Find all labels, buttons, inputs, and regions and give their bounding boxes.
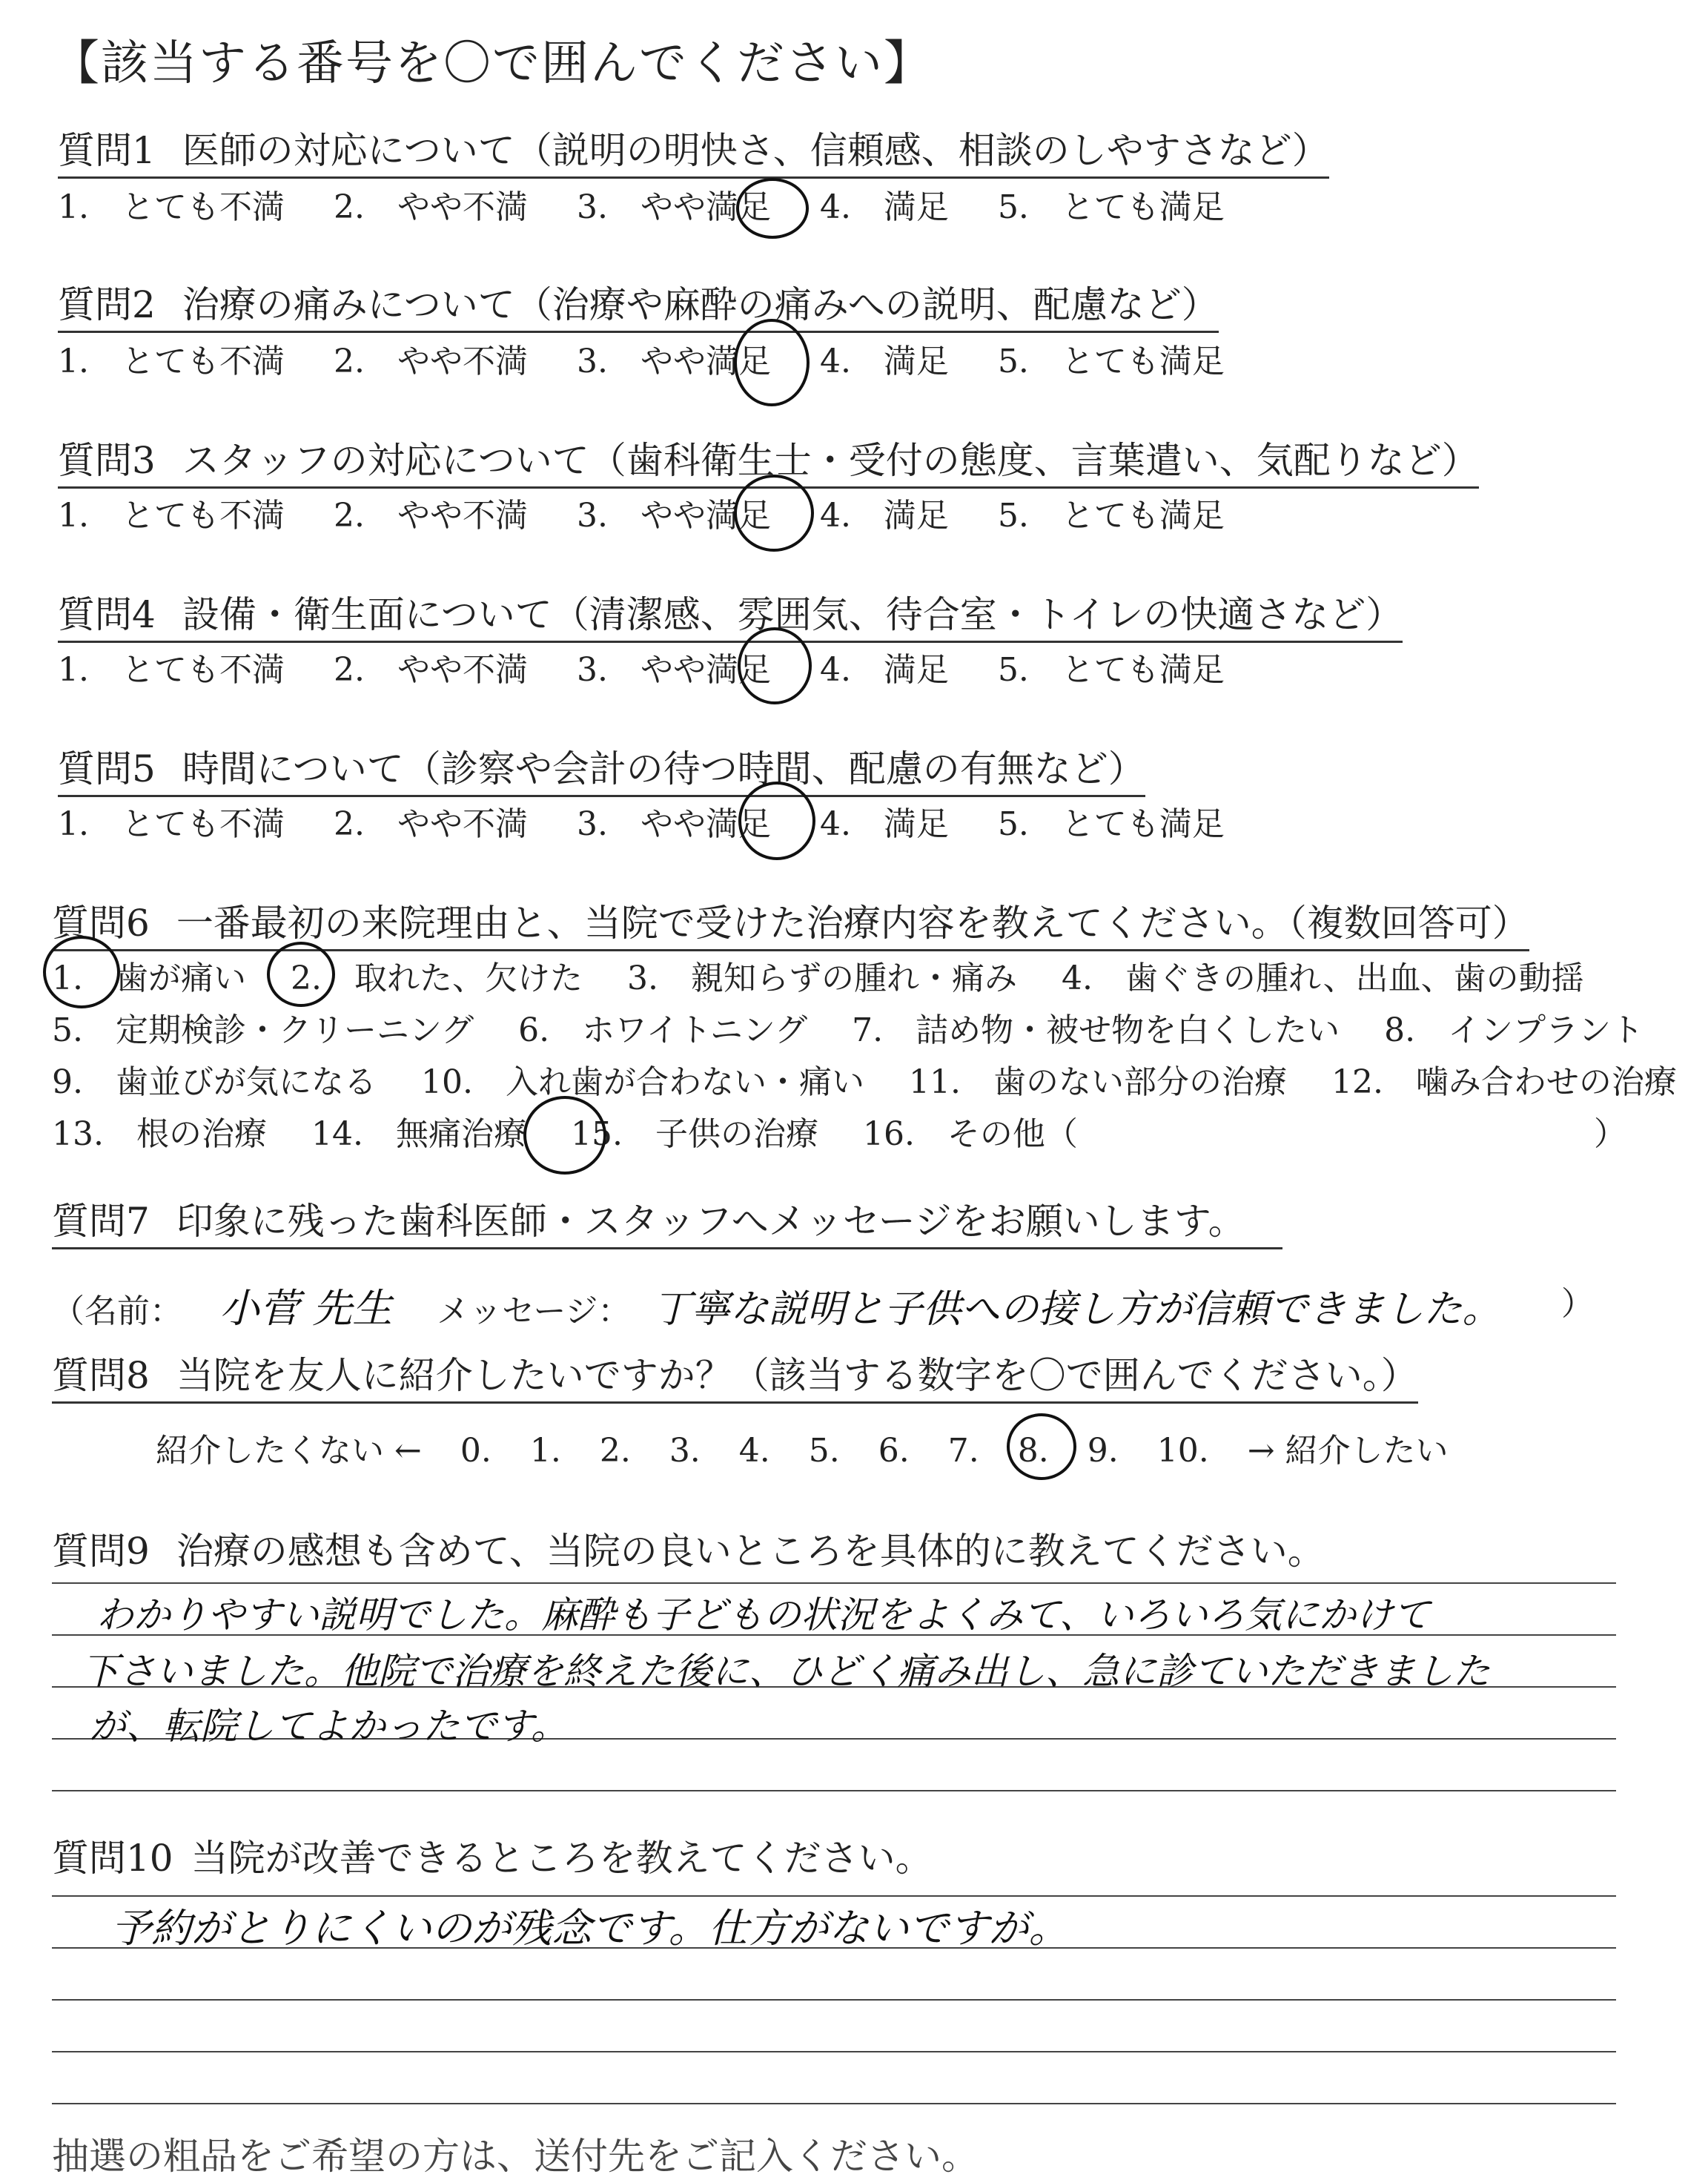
question-3-label: 質問3 [58, 439, 156, 482]
referral-scale [156, 1424, 1477, 1471]
answer-line-3[interactable]: が、転院してよかったです。 [89, 1705, 568, 1748]
option-15[interactable]: 15. 子供の治療 [570, 1115, 818, 1153]
page-title: 【該当する番号を〇で囲んでください】 [52, 36, 933, 91]
scale-6[interactable]: 6. [878, 1432, 910, 1470]
scale-9[interactable]: 9. [1087, 1432, 1119, 1470]
question-5-label: 質問5 [58, 747, 156, 790]
option-2[interactable]: 2. やや不満 [333, 343, 528, 380]
option-2[interactable]: 2. やや不満 [333, 805, 528, 843]
option-16[interactable]: 16. その他（ [862, 1115, 1078, 1153]
answer-line-1[interactable]: 予約がとりにくいのが残念です。仕方がないですが。 [111, 1905, 1069, 1952]
option-3[interactable]: 3. やや満足 [576, 343, 771, 380]
question-3-heading [58, 437, 1479, 489]
question-6-heading [52, 900, 1529, 951]
option-1[interactable]: 1. とても不満 [58, 497, 285, 535]
question-2-options [58, 341, 1263, 383]
option-3[interactable]: 3. やや満足 [576, 497, 771, 535]
question-1-text: 医師の対応について（説明の明快さ、信頼感、相談のしやすさなど） [182, 129, 1329, 172]
option-2[interactable]: 2. やや不満 [333, 188, 528, 226]
question-1-label: 質問1 [58, 129, 156, 172]
scale-2[interactable]: 2. [599, 1432, 631, 1470]
option-4[interactable]: 4. 歯ぐきの腫れ、出血、歯の動揺 [1061, 959, 1584, 997]
question-6-row-3 [52, 1062, 1708, 1103]
question-9-text: 治療の感想も含めて、当院の良いところを具体的に教えてください。 [176, 1530, 1325, 1573]
option-1[interactable]: 1. 歯が痛い [52, 959, 246, 997]
scale-left-label: 紹介したくない ← [156, 1432, 422, 1470]
answer-rule [52, 2103, 1616, 2104]
option-2[interactable]: 2. 取れた、欠けた [290, 959, 583, 997]
option-2[interactable]: 2. やや不満 [333, 497, 528, 535]
question-3-text: スタッフの対応について（歯科衛生士・受付の態度、言葉遣い、気配りなど） [182, 439, 1479, 482]
option-4[interactable]: 4. 満足 [819, 188, 949, 226]
option-5[interactable]: 5. 定期検診・クリーニング [52, 1011, 474, 1049]
option-3[interactable]: 3. やや満足 [576, 188, 771, 226]
name-value[interactable]: 小菅 先生 [219, 1285, 393, 1332]
option-4[interactable]: 4. 満足 [819, 651, 949, 689]
question-7-heading [52, 1198, 1282, 1249]
answer-line-1[interactable]: わかりやすい説明でした。麻酔も子どもの状況をよくみて、いろいろ気にかけて [96, 1593, 1430, 1636]
option-9[interactable]: 9. 歯並びが気になる [52, 1063, 377, 1101]
scale-4[interactable]: 4. [738, 1432, 770, 1470]
question-1-heading [58, 128, 1329, 179]
question-1-options [58, 187, 1263, 228]
option-1[interactable]: 1. とても不満 [58, 343, 285, 380]
question-6-row-1 [52, 958, 1618, 1000]
option-11[interactable]: 11. 歯のない部分の治療 [908, 1063, 1287, 1101]
question-6-label: 質問6 [52, 902, 150, 945]
close-paren: ） [1561, 1285, 1594, 1323]
question-9-heading [52, 1522, 1325, 1575]
question-7-answer-line [52, 1277, 1616, 1334]
option-14[interactable]: 14. 無痛治療 [311, 1115, 526, 1153]
question-10-text: 当院が改善できるところを教えてください。 [191, 1837, 933, 1880]
scale-10[interactable]: 10. [1156, 1432, 1209, 1470]
option-7[interactable]: 7. 詰め物・被せ物を白くしたい [852, 1011, 1340, 1049]
option-3[interactable]: 3. 親知らずの腫れ・痛み [626, 959, 1017, 997]
option-5[interactable]: 5. とても満足 [997, 497, 1225, 535]
message-value[interactable]: 丁寧な説明と子供への接し方が信頼できました。 [652, 1287, 1501, 1332]
question-8-heading [52, 1352, 1418, 1404]
question-10-heading [52, 1829, 933, 1882]
scale-0[interactable]: 0. [460, 1432, 491, 1470]
answer-rule [52, 1790, 1616, 1791]
question-2-text: 治療の痛みについて（治療や麻酔の痛みへの説明、配慮など） [182, 283, 1219, 326]
question-6-row-2 [52, 1010, 1678, 1051]
question-5-heading [58, 746, 1145, 797]
answer-rule [52, 1582, 1616, 1584]
option-1[interactable]: 1. とても不満 [58, 651, 285, 689]
question-4-heading [58, 592, 1403, 643]
question-2-label: 質問2 [58, 283, 156, 326]
question-7-text: 印象に残った歯科医師・スタッフへメッセージをお願いします。 [176, 1200, 1245, 1243]
question-5-options [58, 804, 1263, 845]
question-3-options [58, 495, 1263, 537]
question-4-label: 質問4 [58, 593, 156, 636]
footer-note: 抽選の粗品をご希望の方は、送付先をご記入ください。 [52, 2135, 979, 2178]
question-10-label: 質問10 [52, 1837, 173, 1880]
scale-right-label: → 紹介したい [1247, 1432, 1449, 1470]
option-4[interactable]: 4. 満足 [819, 497, 949, 535]
option-5[interactable]: 5. とても満足 [997, 805, 1225, 843]
answer-line-2[interactable]: 下さいました。他院で治療を終えた後に、ひどく痛み出し、急に診ていただきました [82, 1650, 1490, 1693]
option-16-close-paren: ） [1594, 1115, 1626, 1153]
scale-8[interactable]: 8. [1017, 1432, 1049, 1470]
option-12[interactable]: 12. 噛み合わせの治療 [1331, 1063, 1677, 1101]
scale-7[interactable]: 7. [947, 1432, 979, 1470]
question-7-label: 質問7 [52, 1200, 150, 1243]
question-6-text: 一番最初の来院理由と、当院で受けた治療内容を教えてください。（複数回答可） [176, 902, 1529, 945]
answer-rule [52, 2051, 1616, 2052]
question-8-label: 質問8 [52, 1354, 150, 1397]
option-5[interactable]: 5. とても満足 [997, 343, 1225, 380]
question-4-options [58, 650, 1263, 691]
scale-1[interactable]: 1. [529, 1432, 561, 1470]
option-5[interactable]: 5. とても満足 [997, 651, 1225, 689]
question-8-text: 当院を友人に紹介したいですか？（該当する数字を〇で囲んでください。） [176, 1354, 1418, 1397]
option-13[interactable]: 13. 根の治療 [52, 1115, 267, 1153]
option-1[interactable]: 1. とても不満 [58, 188, 285, 226]
option-3[interactable]: 3. やや満足 [576, 805, 771, 843]
question-5-text: 時間について（診察や会計の待つ時間、配慮の有無など） [182, 747, 1145, 790]
option-5[interactable]: 5. とても満足 [997, 188, 1225, 226]
option-3[interactable]: 3. やや満足 [576, 651, 771, 689]
name-label: （名前： [52, 1292, 182, 1330]
option-10[interactable]: 10. 入れ歯が合わない・痛い [420, 1063, 864, 1101]
question-6-row-4 [52, 1114, 1112, 1155]
option-6[interactable]: 6. ホワイトニング [518, 1011, 808, 1049]
question-2-heading [58, 282, 1219, 333]
option-1[interactable]: 1. とても不満 [58, 805, 285, 843]
option-8[interactable]: 8. インプラント [1384, 1011, 1644, 1049]
question-4-text: 設備・衛生面について（清潔感、雰囲気、待合室・トイレの快適さなど） [182, 593, 1403, 636]
option-2[interactable]: 2. やや不満 [333, 651, 528, 689]
scale-5[interactable]: 5. [808, 1432, 840, 1470]
scale-3[interactable]: 3. [669, 1432, 701, 1470]
option-4[interactable]: 4. 満足 [819, 343, 949, 380]
message-label: メッセージ： [437, 1292, 631, 1330]
question-9-label: 質問9 [52, 1530, 150, 1573]
option-4[interactable]: 4. 満足 [819, 805, 949, 843]
answer-rule [52, 1999, 1616, 2001]
